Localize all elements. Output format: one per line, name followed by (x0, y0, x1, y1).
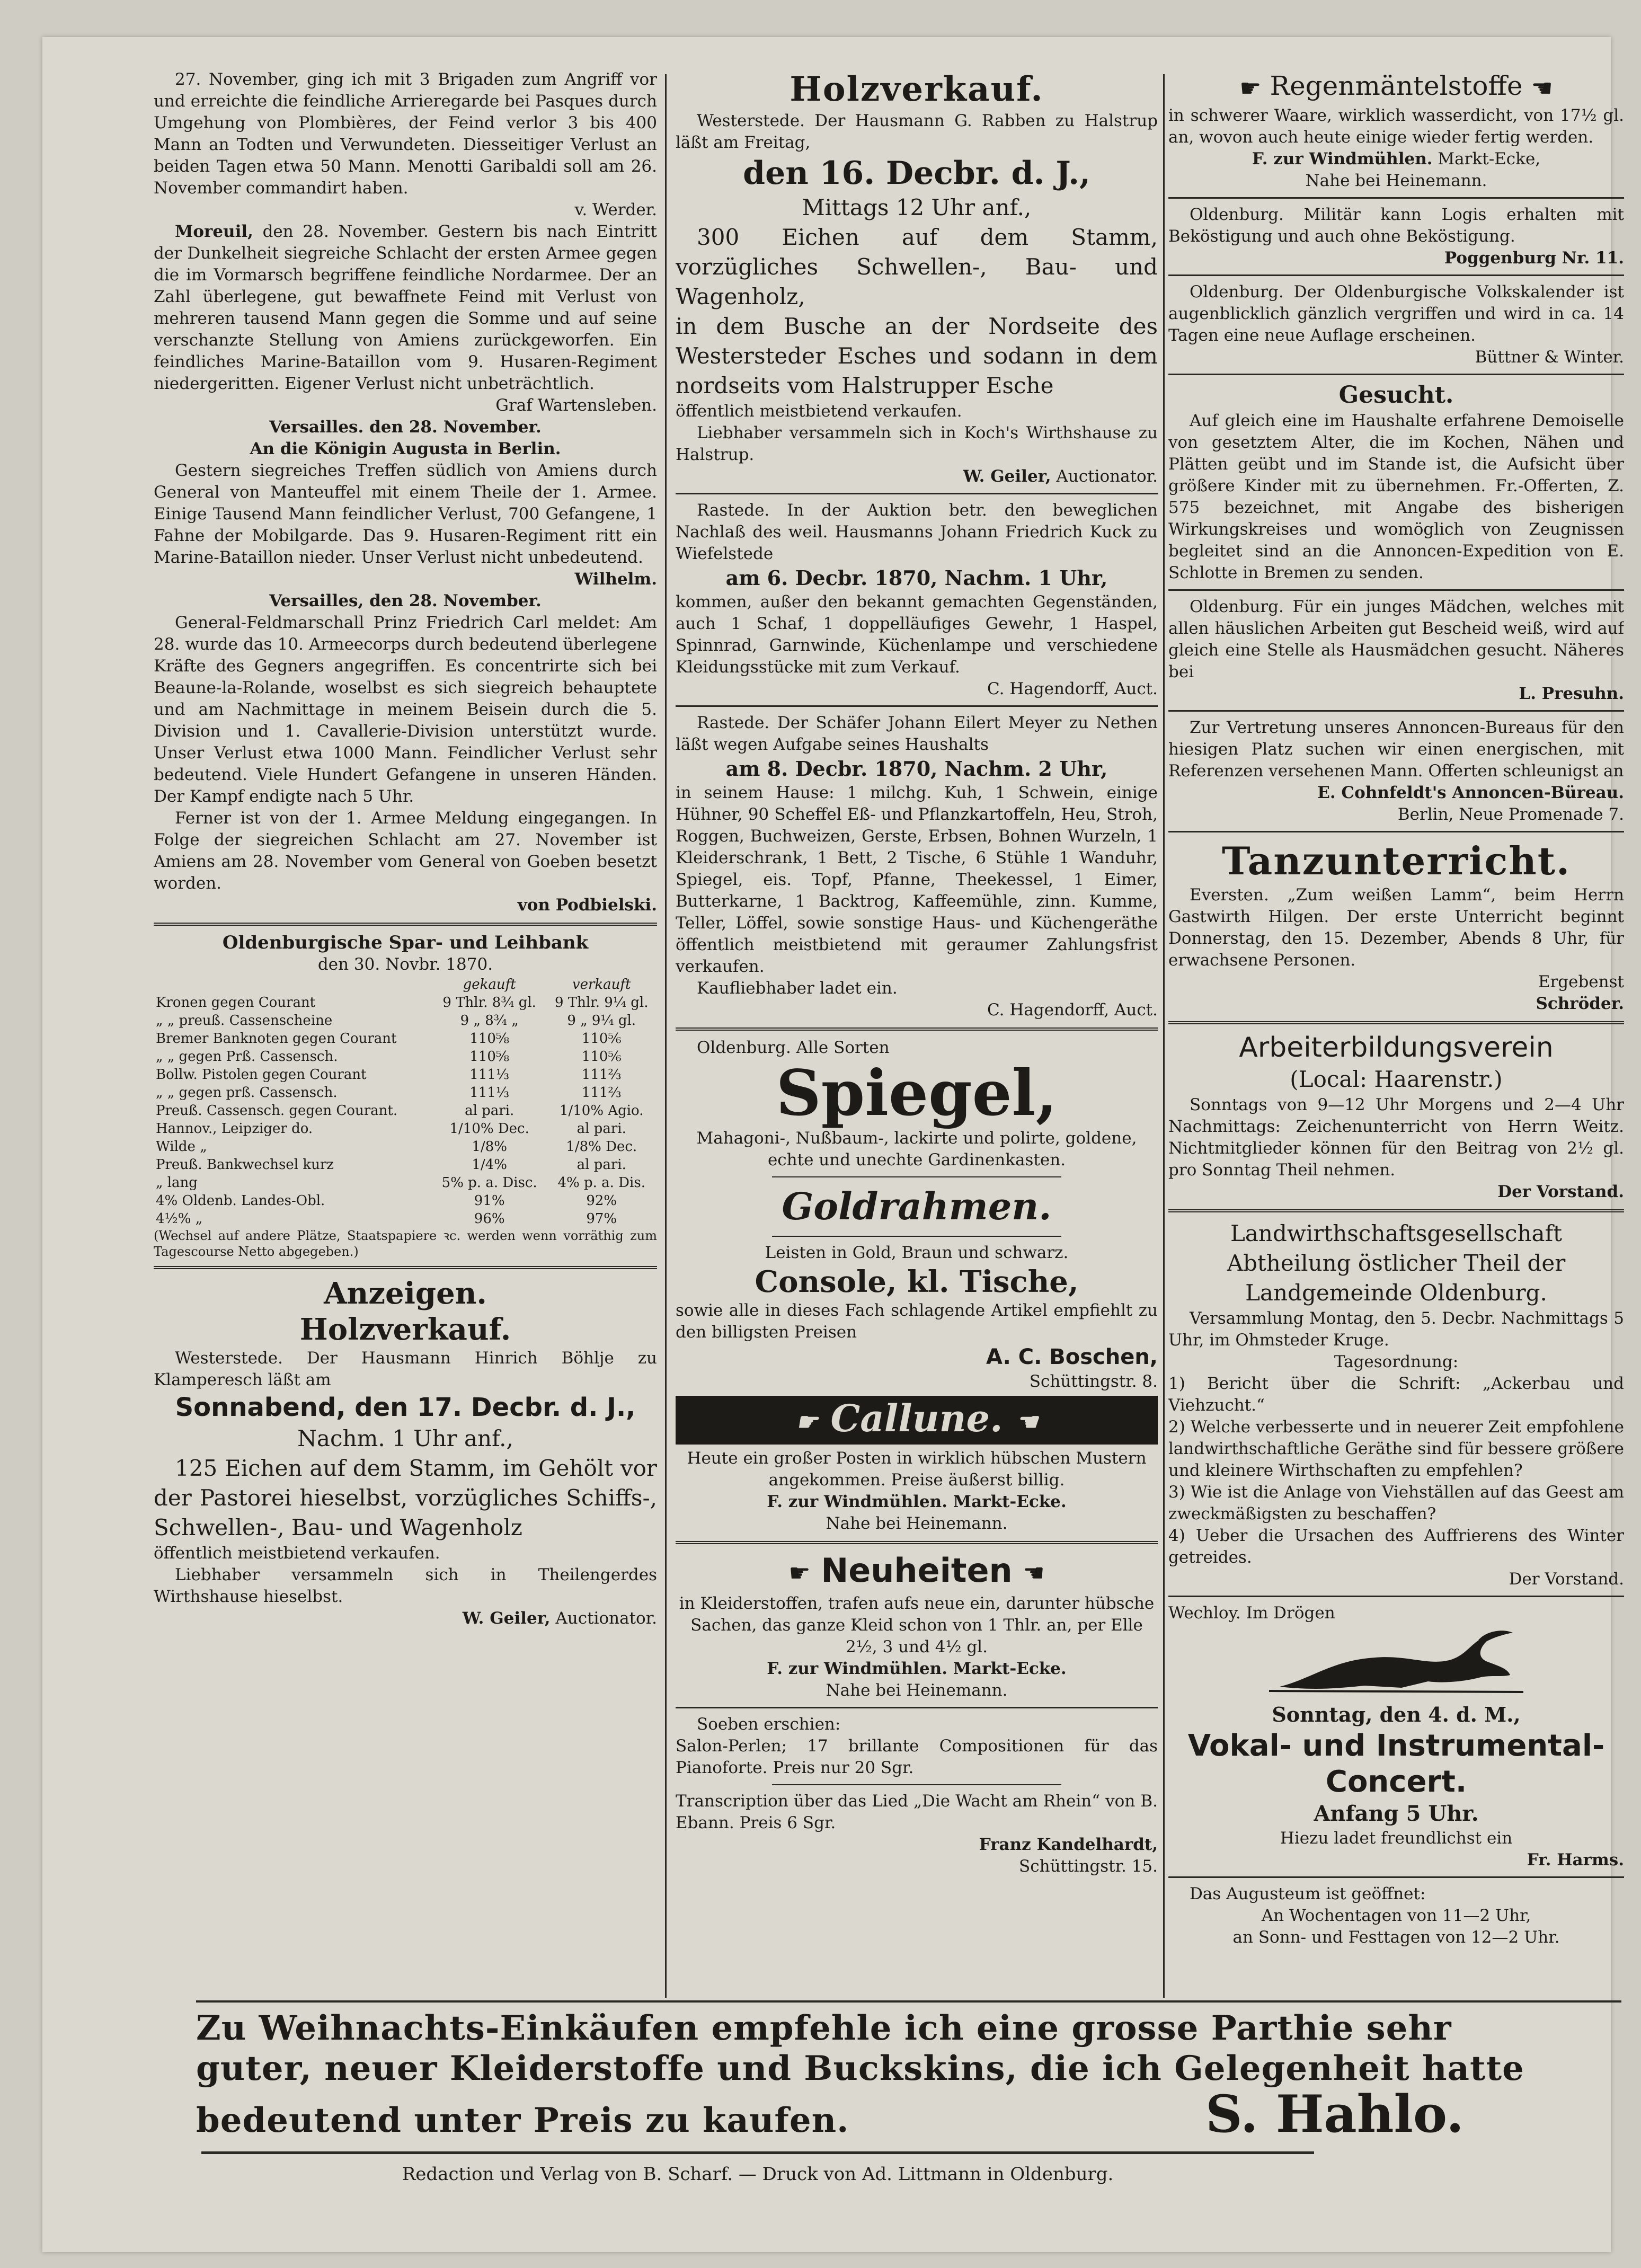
ad-text: Zur Vertretung unseres Annoncen-Bureaus für den hiesigen Platz suchen wir einen energischen, mit Referenzen versehenen Mann. Offerten schleunigst an (1168, 718, 1624, 781)
article-signature: Graf Wartensleben. (495, 396, 657, 415)
ad-text: Westerstede. Der Hausmann Hinrich Böhlje zu Klamperesch läßt am (154, 1349, 657, 1389)
ad-text: Kaufliebhaber ladet ein. (697, 979, 898, 998)
table-row: Preuß. Cassensch. gegen Courant. al pari. 1/10% Agio. (156, 1103, 644, 1119)
ad-signature: Franz Kandelhardt, (979, 1835, 1158, 1854)
ad-signature: A. C. Boschen, (986, 1345, 1158, 1369)
article-heading: Versailles, den 28. November. (269, 591, 542, 610)
ad-text: Liebhaber versammeln sich in Koch's Wirthshause zu Halstrup. (676, 423, 1158, 464)
neuheiten-heading (676, 1551, 1158, 1593)
divider (1168, 589, 1624, 591)
ad-date: Sonntag, den 4. d. M., (1272, 1703, 1521, 1726)
ad-text: Auf gleich eine im Haushalte erfahrene Demoiselle von gesetztem Alter, die im Kochen, Nähen und Plätten geübt und im Stande ist, die Aufsicht über größere Kinder mit zu übernehmen. Fr.-Offerten, Z. 575 bezeichnet, mit Angabe des bisherigen Wirkungskreises und womöglich von Zeugnissen begleitet sind an die Annoncen-Expedition von E. Schlotte in Bremen zu senden. (1168, 411, 1624, 582)
pointing-hand-icon: ☚ (1531, 74, 1553, 102)
ad-text: in seinem Hause: 1 milchg. Kuh, 1 Schwein, einige Hühner, 90 Scheffel Eß- und Pflanzkartoffeln, Heu, Stroh, Roggen, Buchweizen, Gerste, Erbsen, Bohnen Wurzeln, 1 Kleiderschrank, 1 Bett, 2 Tische, 6 Stühle 1 Wanduhr, Spiegel, eis. Topf, Pfanne, Theekessel, 1 Eimer, Butterkarne, 1 Backtrog, Kaffeemühle, zinn. Kumme, Teller, Löffel, sowie sonstige Haus- und Küchengeräthe öffentlich meistbietend mit geraumer Zahlungsfrist verkaufen. (676, 783, 1158, 976)
ad-text: 300 Eichen auf dem Stamm, vorzügliches Schwellen-, Bau- und Wagenholz, (676, 224, 1158, 309)
bottom-advertisement (196, 2008, 1621, 2144)
ad-signature: W. Geiler, (462, 1609, 551, 1628)
section-heading: Anzeigen. (324, 1276, 487, 1311)
article-text: Gestern siegreiches Treffen südlich von Amiens durch General von Manteuffel mit einem Theile der 1. Armee. Einige Tausend Mann feindlicher Verlust, 700 Gefangene, 1 Fahne der Mobilgarde. Das 9. Husaren-Regiment ritt ein Marine-Bataillon nieder. Unser Verlust nicht unbedeutend. (154, 461, 657, 567)
ad-address: Schüttingstr. 15. (1019, 1856, 1158, 1876)
ad-date: Sonnabend, den 17. Decbr. d. J., (175, 1393, 636, 1422)
ad-address: Nahe bei Heinemann. (826, 1680, 1008, 1700)
divider (1168, 1876, 1624, 1878)
ad-text: Oldenburg. Militär kann Logis erhalten mit Beköstigung und auch ohne Beköstigung. (1168, 205, 1624, 246)
ad-signature: C. Hagendorff, Auct. (987, 679, 1158, 698)
banner-line: Zu Weihnachts-Einkäufen empfehle ich eine grosse Parthie sehr (196, 2008, 1452, 2048)
divider (772, 1236, 1061, 1237)
table-row: „ „ gegen prß. Cassensch. 111⅓ 111⅔ (156, 1085, 622, 1101)
ad-text: Hiezu ladet freundlichst ein (1280, 1829, 1513, 1848)
bank-date: den 30. Novbr. 1870. (317, 955, 493, 974)
column-1: 27. November, ging ich mit 3 Brigaden zum Angriff vor und erreichte die feindliche Arrieregarde bei Pasques durch Umgehung von Plombières, der Feind verlor 3 bis 400 Mann an Todten und Verwundeten. Diesseitiger Verlust an beiden Tagen etwa 50 Mann. Menotti Garibaldi soll am 26. November commandirt haben. v. Werder. Moreuil, den 28. November. Gestern bis nach Eintritt der Dunkelheit siegreiche Schlacht der ersten Armee gegen die im Vormarsch begriffene feindliche Nordarmee. Der an Zahl überlegene, gut bewaffnete Feind mit Verlust von mehreren tausend Mann gegen die Somme und auf seine verschanzte Stellung von Amiens zurückgeworfen. Ein feindliches Marine-Bataillon vom 9. Husaren-Regiment niedergeritten. Eigener Verlust nicht unbeträchtlich. Graf Wartensleben. Versailles. den 28. November. An die Königin Augusta in Berlin. Gestern siegreiches Treffen südlich von Amiens durch General von Manteuffel mit einem Theile der 1. Armee. Einige Tausend Mann feindlicher Verlust, 700 Gefangene, 1 Fahne der Mobilgarde. Das 9. Husaren-Regiment ritt ein Marine-Bataillon nieder. Unser Verlust nicht unbedeutend. Wilhelm. Versailles, den 28. November. General-Feldmarschall Prinz Friedrich Carl meldet: Am 28. wurde das 10. Armeecorps durch bedeutend überlegene Kräfte des Gegners angegriffen. Es concentrirte sich bei Beaune-la-Rolande, woselbst es sich siegreich behauptete und am Nachmittage in meinem Beisein durch die 5. Division und 1. Cavallerie-Division unterstützt wurde. Unser Verlust etwa 1000 Mann. Feindlicher Verlust sehr bedeutend. Viele Hundert Gefangene in unseren Händen. Der Kampf endigte nach 5 Uhr. Ferner ist von der 1. Armee Meldung eingegangen. In Folge der siegreichen Schlacht am 27. November ist Amiens am 28. November vom General von Goeben besetzt worden. von Podbielski. Oldenburgische Spar- und Leihbank den 30. Novbr. 1870. gekauft verkauft Kronen gegen Courant 9 Thlr. 8¾ gl. 9 Thlr. 9¼ gl. „ „ preuß. Cassenscheine 9 „ 8¾ „ 9 „ 9¼ gl. Bremer Banknoten gegen Courant 110⅝ 110⅚ „ „ gegen Prß. Cassensch. 110⅝ 110⅚ Bollw. Pistolen gegen Courant 111⅓ 111⅔ „ „ gegen prß. Cassensch. 111⅓ 111⅔ Preuß. Cassensch. gegen Courant. al pari. 1/10% Agio. Hannov., Leipziger do. 1/10% Dec. al pari. Wilde „ 1/8% 1/8% Dec. Preuß. Bankwechsel kurz 1/4% al pari. „ lang 5% p. a. Disc. 4% p. a. Dis. 4% Oldenb. Landes-Obl. 91% 92% 4½% „ 96% 97% (Wechsel auf andere Plätze, Staatspapiere ꝛc. werden wenn vorräthig zum Tagescourse Netto abgegeben.) Anzeigen. Holzverkauf. Westerstede. Der Hausmann Hinrich Böhlje zu Klamperesch läßt am Sonnabend, den 17. Decbr. d. J., Nachm. 1 Uhr anf., 125 Eichen auf dem Stamm, im Gehölt vor der Pastorei hieselbst, vorzügliches Schiffs-, Schwellen-, Bau- und Wagenholz öffentlich meistbietend verkaufen. Liebhaber versammeln sich in Theilengerdes Wirthshause hieselbst. W. Geiler, Auctionator. (154, 70, 657, 1628)
column-2: Holzverkauf. Westerstede. Der Hausmann G. Rabben zu Halstrup läßt am Freitag, den 16. Decbr. d. J., Mittags 12 Uhr anf., 300 Eichen auf dem Stamm, vorzügliches Schwellen-, Bau- und Wagenholz, in dem Busche an der Nordseite des Westersteder Esches und sodann in dem nordseits vom Halstrupper Esche öffentlich meistbietend verkaufen. Liebhaber versammeln sich in Koch's Wirthshause zu Halstrup. W. Geiler, Auctionator. Rastede. In der Auktion betr. den beweglichen Nachlaß des weil. Hausmanns Johann Friedrich Kuck zu Wiefelstede am 6. Decbr. 1870, Nachm. 1 Uhr, kommen, außer den bekannt gemachten Gegenständen, auch 1 Schaf, 1 doppelläufiges Gewehr, 1 Haspel, Spinnrad, Garnwinde, Küchenlampe und verschiedene Kleidungsstücke mit zum Verkauf. C. Hagendorff, Auct. Rastede. Der Schäfer Johann Eilert Meyer zu Nethen läßt wegen Aufgabe seines Haushalts am 8. Decbr. 1870, Nachm. 2 Uhr, in seinem Hause: 1 milchg. Kuh, 1 Schwein, einige Hühner, 90 Scheffel Eß- und Pflanzkartoffeln, Heu, Stroh, Roggen, Buchweizen, Gerste, Erbsen, Bohnen Wurzeln, 1 Kleiderschrank, 1 Bett, 2 Tische, 6 Stühle 1 Wanduhr, Spiegel, eis. Topf, Pfanne, Theekessel, 1 Eimer, Butterkarne, 1 Backtrog, Kaffeemühle, zinn. Kumme, Teller, Löffel, sowie sonstige Haus- und Küchengeräthe öffentlich meistbietend mit geraumer Zahlungsfrist verkaufen. Kaufliebhaber ladet ein. C. Hagendorff, Auct. Oldenburg. Alle Sorten Spiegel, Mahagoni-, Nußbaum-, lackirte und polirte, goldene, echte und unechte Gardinenkasten. Goldrahmen. Leisten in Gold, Braun und schwarz. Console, kl. Tische, sowie alle in dieses Fach schlagende Artikel empfiehlt zu den billigsten Preisen A. C. Boschen, Schüttingstr. 8. ☛ Callune. ☚ Heute ein großer Posten in wirklich hübschen Mustern angekommen. Preise äußerst billig. F. zur Windmühlen. Markt-Ecke. Nahe bei Heinemann. ☛ Neuheiten ☚ in Kleiderstoffen, trafen aufs neue ein, darunter hübsche Sachen, das ganze Kleid schon von 1 Thlr. an, per Elle 2½, 3 und 4½ gl. F. zur Windmühlen. Markt-Ecke. Nahe bei Heinemann. Soeben erschien: Salon-Perlen; 17 brillante Compositionen für das Pianoforte. Preis nur 20 Sgr. Transcription über das Lied „Die Wacht am Rhein“ von B. Ebann. Preis 6 Sgr. Franz Kandelhardt, Schüttingstr. 15. (676, 69, 1158, 1877)
ad-text: 125 Eichen auf dem Stamm, im Gehölt vor der Pastorei hieselbst, vorzügliches Schiffs-, Schwellen-, Bau- und Wagenholz (154, 1455, 657, 1540)
ad-text: in schwerer Waare, wirklich wasserdicht, von 17½ gl. an, wovon auch heute einige wieder fertig werden. (1168, 106, 1624, 147)
ad-signature: W. Geiler, (963, 467, 1051, 486)
ad-title: Spiegel, (776, 1056, 1058, 1130)
imprint-footer: Redaction und Verlag von B. Scharf. — Druck von Ad. Littmann in Oldenburg. (201, 2151, 1314, 2185)
ad-signature: E. Cohnfeldt's Annoncen-Büreau. (1317, 783, 1624, 802)
ad-title: Holzverkauf. (299, 1312, 511, 1347)
ad-text: öffentlich meistbietend verkaufen. (154, 1544, 440, 1563)
col-header: gekauft (463, 977, 516, 993)
divider (676, 1707, 1158, 1708)
divider (1168, 1209, 1624, 1212)
ad-title: Holzverkauf. (790, 69, 1044, 109)
article-text: General-Feldmarschall Prinz Friedrich Carl meldet: Am 28. wurde das 10. Armeecorps durch bedeutend überlegene Kräfte des Gegners angegriffen. Es concentrirte sich bei Beaune-la-Rolande, woselbst es sich siegreich behauptete und am Nachmittage in meinem Beisein durch die 5. Division und 1. Cavallerie-Division unterstützt wurde. Unser Verlust etwa 1000 Mann. Feindlicher Verlust sehr bedeutend. Viele Hundert Gefangene in unseren Händen. Der Kampf endigte nach 5 Uhr. (154, 613, 657, 806)
ad-signature: L. Presuhn. (1519, 684, 1624, 703)
ad-text: öffentlich meistbietend verkaufen. (676, 402, 962, 421)
column-rule (665, 74, 667, 1998)
ad-text: An Wochentagen von 11—2 Uhr, (1261, 1906, 1531, 1925)
agenda-title: Tagesordnung: (1334, 1352, 1459, 1371)
ad-signature: F. zur Windmühlen. Markt-Ecke. (767, 1659, 1067, 1678)
ad-text: Liebhaber versammeln sich in Theilengerdes Wirthshause hieselbst. (154, 1565, 657, 1606)
ad-text: Mahagoni-, Nußbaum-, lackirte und polirte, goldene, echte und unechte Gardinenkasten. (696, 1129, 1137, 1170)
ad-text: an Sonn- und Festtagen von 12—2 Uhr. (1232, 1928, 1560, 1947)
ad-text: Transcription über das Lied „Die Wacht am Rhein“ von B. Ebann. Preis 6 Sgr. (676, 1791, 1158, 1832)
ad-text: Ergebenst (1538, 972, 1624, 991)
divider (1168, 1596, 1624, 1597)
divider (1168, 831, 1624, 832)
article-subheading: An die Königin Augusta in Berlin. (250, 439, 561, 458)
ad-text: Eversten. „Zum weißen Lamm“, beim Herrn Gastwirth Hilgen. Der erste Unterricht beginnt Donnerstag, den 15. Dezember, Abends 8 Uhr, für erwachsene Personen. (1168, 885, 1624, 970)
ad-address: Schüttingstr. 8. (1029, 1372, 1158, 1391)
bank-note: (Wechsel auf andere Plätze, Staatspapiere ꝛc. werden wenn vorräthig zum Tagescourse Netto abgegeben.) (154, 1228, 657, 1259)
table-row: Kronen gegen Courant 9 Thlr. 8¾ gl. 9 Thlr. 9¼ gl. (156, 995, 649, 1011)
banner-line: guter, neuer Kleiderstoffe und Buckskins, die ich Gelegenheit hatte (196, 2049, 1524, 2088)
banner-line: bedeutend unter Preis zu kaufen. (196, 2101, 849, 2140)
ad-title: Neuheiten (821, 1551, 1013, 1590)
divider (676, 1027, 1158, 1031)
ad-text: Salon-Perlen; 17 brillante Compositionen für das Pianoforte. Preis nur 20 Sgr. (676, 1736, 1158, 1777)
pointing-hand-icon: ☚ (1023, 1558, 1045, 1587)
ad-address: Nahe bei Heinemann. (826, 1514, 1008, 1533)
agenda-item: 1) Bericht über die Schrift: „Ackerbau und Viehzucht.“ (1168, 1374, 1624, 1415)
ad-title: Callune. (830, 1396, 1003, 1440)
exchange-rate-table (154, 976, 657, 1228)
table-row: Hannov., Leipziger do. 1/10% Dec. al pari. (156, 1121, 626, 1137)
article-signature: Wilhelm. (574, 570, 657, 589)
pointing-hand-icon: ☚ (1015, 1407, 1038, 1436)
divider (676, 1541, 1158, 1544)
ad-signature: C. Hagendorff, Auct. (987, 1000, 1158, 1020)
divider (154, 1266, 657, 1269)
table-row: 4½% „ 96% 97% (156, 1211, 617, 1227)
hare-illustration-icon (1269, 1628, 1523, 1697)
banner-signature: S. Hahlo. (1205, 2084, 1464, 2144)
dateline: Moreuil, (175, 222, 253, 241)
table-row: Bremer Banknoten gegen Courant 110⅝ 110⅚ (156, 1031, 622, 1047)
ad-title: Gesucht. (1338, 382, 1454, 409)
ad-text: Westerstede. Der Hausmann G. Rabben zu Halstrup läßt am Freitag, (676, 111, 1158, 152)
column-rule (1163, 74, 1165, 1998)
ad-text: Rastede. In der Auktion betr. den beweglichen Nachlaß des weil. Hausmanns Johann Friedrich Kuck zu Wiefelstede (676, 501, 1158, 563)
pointing-hand-icon: ☛ (788, 1558, 811, 1587)
ad-title: Tanzunterricht. (1221, 838, 1571, 883)
report-text: 27. November, ging ich mit 3 Brigaden zum Angriff vor und erreichte die feindliche Arrieregarde bei Pasques durch Umgehung von Plombières, der Feind verlor 3 bis 400 Mann an Todten und Verwundeten. Diesseitiger Verlust an beiden Tagen etwa 50 Mann. Menotti Garibaldi soll am 26. November commandirt haben. (154, 70, 657, 198)
ad-text: Sonntags von 9—12 Uhr Morgens und 2—4 Uhr Nachmittags: Zeichenunterricht von Herrn Weitz. Nichtmitglieder können für den Beitrag von 2½ gl. pro Sonntag Theil nehmen. (1168, 1095, 1624, 1180)
ad-signature: Fr. Harms. (1527, 1850, 1624, 1870)
divider (1168, 710, 1624, 712)
ad-text: (Local: Haarenstr.) (1290, 1066, 1503, 1092)
ad-text: Rastede. Der Schäfer Johann Eilert Meyer zu Nethen läßt wegen Aufgabe seines Haushalts (676, 713, 1158, 754)
callune-banner (676, 1396, 1158, 1445)
ad-text: Oldenburg. Der Oldenburgische Volkskalender ist augenblicklich gänzlich vergriffen und wird in ca. 14 Tagen eine neue Auflage erscheinen. (1168, 282, 1624, 345)
divider (772, 1784, 1061, 1785)
ad-date: am 6. Decbr. 1870, Nachm. 1 Uhr, (725, 566, 1108, 590)
ad-text: Wechloy. Im Drögen (1168, 1603, 1335, 1623)
divider (1168, 197, 1624, 199)
ad-time: Mittags 12 Uhr anf., (802, 194, 1032, 220)
table-row: Wilde „ 1/8% 1/8% Dec. (156, 1139, 637, 1155)
ad-title: Goldrahmen. (782, 1184, 1052, 1228)
divider (1168, 1021, 1624, 1024)
ad-signature: Schröder. (1536, 994, 1624, 1013)
agenda-item: 4) Ueber die Ursachen des Auffrierens des Winter getreides. (1168, 1526, 1624, 1567)
pointing-hand-icon: ☛ (795, 1407, 818, 1436)
ad-text: Leisten in Gold, Braun und schwarz. (765, 1243, 1069, 1262)
ad-text: Oldenburg. Alle Sorten (697, 1038, 890, 1057)
ad-text: Das Augusteum ist geöffnet: (1190, 1884, 1426, 1903)
ad-signature: F. zur Windmühlen. Markt-Ecke. (767, 1492, 1067, 1511)
agenda-item: 2) Welche verbesserte und in neuerer Zeit empfohlene landwirthschaftliche Geräthe sind für bessere größere und kleinere Wirthschaften zu empfehlen? (1168, 1418, 1624, 1480)
ad-address: Nahe bei Heinemann. (1305, 171, 1487, 190)
ad-signature: Der Vorstand. (1509, 1570, 1624, 1589)
ad-text: Heute ein großer Posten in wirklich hübschen Mustern angekommen. Preise äußerst billig. (687, 1449, 1147, 1490)
ad-title: Vokal- und Instrumental-Concert. (1187, 1729, 1605, 1799)
ad-title: Regenmäntelstoffe (1270, 70, 1523, 101)
divider (1168, 274, 1624, 276)
ad-signature: F. zur Windmühlen. (1252, 149, 1433, 169)
divider (676, 493, 1158, 494)
ad-text: Soeben erschien: (697, 1714, 841, 1734)
article-heading: Versailles. den 28. November. (269, 418, 542, 437)
ad-time: Nachm. 1 Uhr anf., (297, 1425, 513, 1451)
ad-text: Versammlung Montag, den 5. Decbr. Nachmittags 5 Uhr, im Ohmsteder Kruge. (1168, 1309, 1624, 1350)
bank-title: Oldenburgische Spar- und Leihbank (222, 932, 589, 953)
ad-signature: Büttner & Winter. (1475, 348, 1624, 367)
col-header: verkauft (572, 977, 631, 993)
divider (154, 923, 657, 926)
article-signature: von Podbielski. (517, 896, 657, 915)
table-row: „ „ gegen Prß. Cassensch. 110⅝ 110⅚ (156, 1049, 622, 1065)
table-row: Preuß. Bankwechsel kurz 1/4% al pari. (156, 1157, 626, 1173)
ad-address: Berlin, Neue Promenade 7. (1397, 805, 1624, 824)
table-row: 4% Oldenb. Landes-Obl. 91% 92% (156, 1193, 617, 1209)
ad-text: in Kleiderstoffen, trafen aufs neue ein, darunter hübsche Sachen, das ganze Kleid schon von 1 Thlr. an, per Elle 2½, 3 und 4½ gl. (679, 1593, 1155, 1656)
divider (772, 1176, 1061, 1177)
ad-date: den 16. Decbr. d. J., (743, 155, 1090, 192)
ad-title: Landwirthschaftsgesellschaft Abtheilung östlicher Theil der Landgemeinde Oldenburg. (1227, 1220, 1566, 1306)
report-signature: v. Werder. (574, 200, 657, 219)
ad-title: Arbeiterbildungsverein (1239, 1032, 1554, 1064)
table-row: „ „ preuß. Cassenscheine 9 „ 8¾ „ 9 „ 9¼ gl. (156, 1013, 636, 1029)
ad-text: Anfang 5 Uhr. (1314, 1801, 1479, 1826)
divider (196, 2000, 1621, 2003)
ad-signature: Der Vorstand. (1497, 1182, 1624, 1201)
column-3: ☛ Regenmäntelstoffe ☚ in schwerer Waare, wirklich wasserdicht, von 17½ gl. an, wovon auch heute einige wieder fertig werden. F. zur Windmühlen. Markt-Ecke, Nahe bei Heinemann. Oldenburg. Militär kann Logis erhalten mit Beköstigung und auch ohne Beköstigung. Poggenburg Nr. 11. Oldenburg. Der Oldenburgische Volkskalender ist augenblicklich gänzlich vergriffen und wird in ca. 14 Tagen eine neue Auflage erscheinen. Büttner & Winter. Gesucht. Auf gleich eine im Haushalte erfahrene Demoiselle von gesetztem Alter, die im Kochen, Nähen und Plätten geübt und im Stande ist, die Aufsicht über größere Kinder mit zu übernehmen. Fr.-Offerten, Z. 575 bezeichnet, mit Angabe des bisherigen Wirkungskreises und womöglich von Zeugnissen begleitet sind an die Annoncen-Expedition von E. Schlotte in Bremen zu senden. Oldenburg. Für ein junges Mädchen, welches mit allen häuslichen Arbeiten gut Bescheid weiß, wird auf gleich eine Stelle als Hausmädchen gesucht. Näheres bei L. Presuhn. Zur Vertretung unseres Annoncen-Bureaus für den hiesigen Platz suchen wir einen energischen, mit Referenzen versehenen Mann. Offerten schleunigst an E. Cohnfeldt's Annoncen-Büreau. Berlin, Neue Promenade 7. Tanzunterricht. Eversten. „Zum weißen Lamm“, beim Herrn Gastwirth Hilgen. Der erste Unterricht beginnt Donnerstag, den 15. Dezember, Abends 8 Uhr, für erwachsene Personen. Ergebenst Schröder. Arbeiterbildungsverein (Local: Haarenstr.) Sonntags von 9—12 Uhr Morgens und 2—4 Uhr Nachmittags: Zeichenunterricht von Herrn Weitz. Nichtmitglieder können für den Beitrag von 2½ gl. pro Sonntag Theil nehmen. Der Vorstand. Landwirthschaftsgesellschaft Abtheilung östlicher Theil der Landgemeinde Oldenburg. Versammlung Montag, den 5. Decbr. Nachmittags 5 Uhr, im Ohmsteder Kruge. Tagesordnung: 1) Bericht über die Schrift: „Ackerbau und Viehzucht.“ 2) Welche verbesserte und in neuerer Zeit empfohlene landwirthschaftliche Geräthe sind für bessere größere und kleinere Wirthschaften zu empfehlen? 3) Wie ist die Anlage von Viehställen auf das Geest am zweckmäßigsten zu beschaffen? 4) Ueber die Ursachen des Auffrierens des Winter getreides. Der Vorstand. Wechloy. Im Drögen Sonntag, den 4. d. M., Vokal- und Instrumental-Concert. Anfang 5 Uhr. Hiezu ladet freundlichst ein Fr. Harms. Das Augusteum ist geöffnet: An Wochentagen von 11—2 Uhr, an Sonn- und Festtagen von 12—2 Uhr. (1168, 69, 1624, 1948)
ad-date: am 8. Decbr. 1870, Nachm. 2 Uhr, (725, 757, 1108, 781)
agenda-item: 3) Wie ist die Anlage von Viehställen auf das Geest am zweckmäßigsten zu beschaffen? (1168, 1483, 1624, 1523)
regen-heading (1168, 69, 1624, 105)
article-text: den 28. November. Gestern bis nach Eintritt der Dunkelheit siegreiche Schlacht der ersten Armee gegen die im Vormarsch begriffene feindliche Nordarmee. Der an Zahl überlegene, gut bewaffnete Feind mit Verlust von mehreren tausend Mann gegen die Somme und auf seine verschanzte Stellung von Amiens zurückgeworfen. Ein feindliches Marine-Bataillon vom 9. Husaren-Regiment niedergeritten. Eigener Verlust nicht unbeträchtlich. (154, 222, 657, 393)
divider (1168, 374, 1624, 375)
ad-text: sowie alle in dieses Fach schlagende Artikel empfiehlt zu den billigsten Preisen (676, 1301, 1158, 1342)
divider (676, 705, 1158, 707)
ad-text: kommen, außer den bekannt gemachten Gegenständen, auch 1 Schaf, 1 doppelläufiges Gewehr, 1 Haspel, Spinnrad, Garnwinde, Küchenlampe und verschiedene Kleidungsstücke mit zum Verkauf. (676, 592, 1158, 677)
ad-signature: Poggenburg Nr. 11. (1444, 249, 1624, 268)
pointing-hand-icon: ☛ (1239, 74, 1262, 102)
ad-title: Console, kl. Tische, (755, 1264, 1079, 1299)
table-row: Bollw. Pistolen gegen Courant 111⅓ 111⅔ (156, 1067, 622, 1083)
ad-text: Oldenburg. Für ein junges Mädchen, welches mit allen häuslichen Arbeiten gut Bescheid weiß, wird auf gleich eine Stelle als Hausmädchen gesucht. Näheres bei (1168, 597, 1624, 681)
article-text: Ferner ist von der 1. Armee Meldung eingegangen. In Folge der siegreichen Schlacht am 27. November ist Amiens am 28. November vom General von Goeben besetzt worden. (154, 809, 657, 893)
ad-text: in dem Busche an der Nordseite des Westersteder Esches und sodann in dem nordseits vom Halstrupper Esche (676, 313, 1158, 398)
table-row: „ lang 5% p. a. Disc. 4% p. a. Dis. (156, 1175, 645, 1191)
